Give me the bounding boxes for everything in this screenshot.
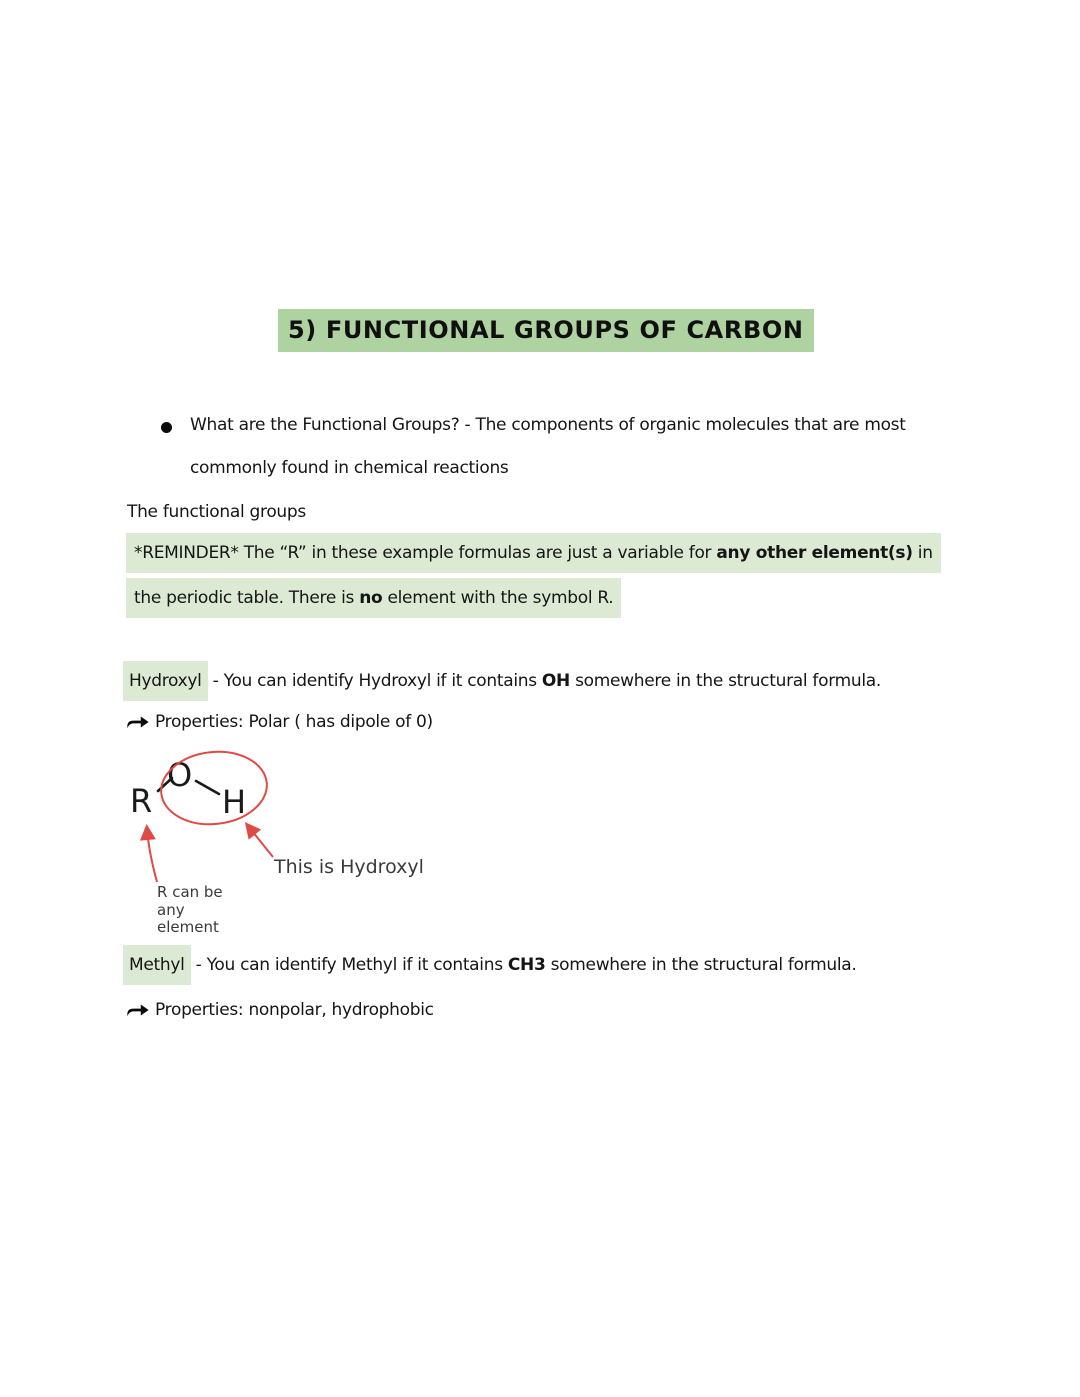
hydroxyl-structure-diagram (118, 743, 458, 943)
reminder-line1 (126, 543, 941, 563)
reminder-line2-bold: no (359, 588, 383, 608)
reminder-line2-highlight (126, 578, 621, 618)
bond-o-h (196, 781, 219, 794)
atom-h-label: H (222, 783, 247, 821)
reminder-line2-pre: the periodic table. There is (134, 588, 360, 608)
atom-r-label: R (130, 782, 153, 820)
reminder-line1-bold: any other element(s) (716, 543, 913, 563)
methyl-properties-line (126, 1000, 434, 1020)
callout-this-is-hydroxyl: This is Hydroxyl (274, 856, 424, 878)
methyl-definition (123, 955, 856, 975)
bullet-text-line1: What are the Functional Groups? - The components of organic molecules that are most (190, 415, 906, 435)
callout-r-line2: any (157, 901, 185, 919)
right-arrow-icon (126, 714, 150, 730)
page-title: 5) FUNCTIONAL GROUPS OF CARBON (278, 309, 814, 352)
atom-o-label: O (167, 756, 193, 794)
reminder-line2 (126, 588, 621, 608)
hydroxyl-definition (123, 671, 881, 691)
lead-text: The functional groups (127, 502, 306, 522)
reminder-line1-pre: *REMINDER* The “R” in these example formulas are just a variable for (134, 543, 717, 563)
callout-r-line1: R can be (157, 883, 223, 901)
hydroxyl-properties-line (126, 712, 433, 732)
methyl-def-post: somewhere in the structural formula. (545, 955, 857, 975)
hydroxyl-term-highlight: Hydroxyl (123, 661, 208, 701)
methyl-term-highlight: Methyl (123, 945, 191, 985)
hydroxyl-def-pre: - You can identify Hydroxyl if it contains (207, 671, 542, 691)
reminder-line2-post: element with the symbol R. (382, 588, 614, 608)
reminder-line1-highlight (126, 533, 941, 573)
right-arrow-icon (126, 1002, 150, 1018)
methyl-def-bold: CH3 (507, 955, 546, 975)
arrow-to-r (147, 829, 157, 882)
bullet-dot (161, 422, 172, 433)
methyl-def-pre: - You can identify Methyl if it contains (190, 955, 508, 975)
hydroxyl-properties-text: Properties: Polar ( has dipole of 0) (155, 712, 433, 732)
methyl-properties-text: Properties: nonpolar, hydrophobic (155, 1000, 434, 1020)
reminder-line1-post: in (912, 543, 933, 563)
callout-r-line3: element (157, 918, 219, 936)
bullet-text-line2: commonly found in chemical reactions (190, 458, 509, 478)
arrow-to-hydroxyl (248, 826, 273, 857)
hydroxyl-def-post: somewhere in the structural formula. (570, 671, 881, 691)
hydroxyl-def-bold: OH (541, 671, 570, 691)
